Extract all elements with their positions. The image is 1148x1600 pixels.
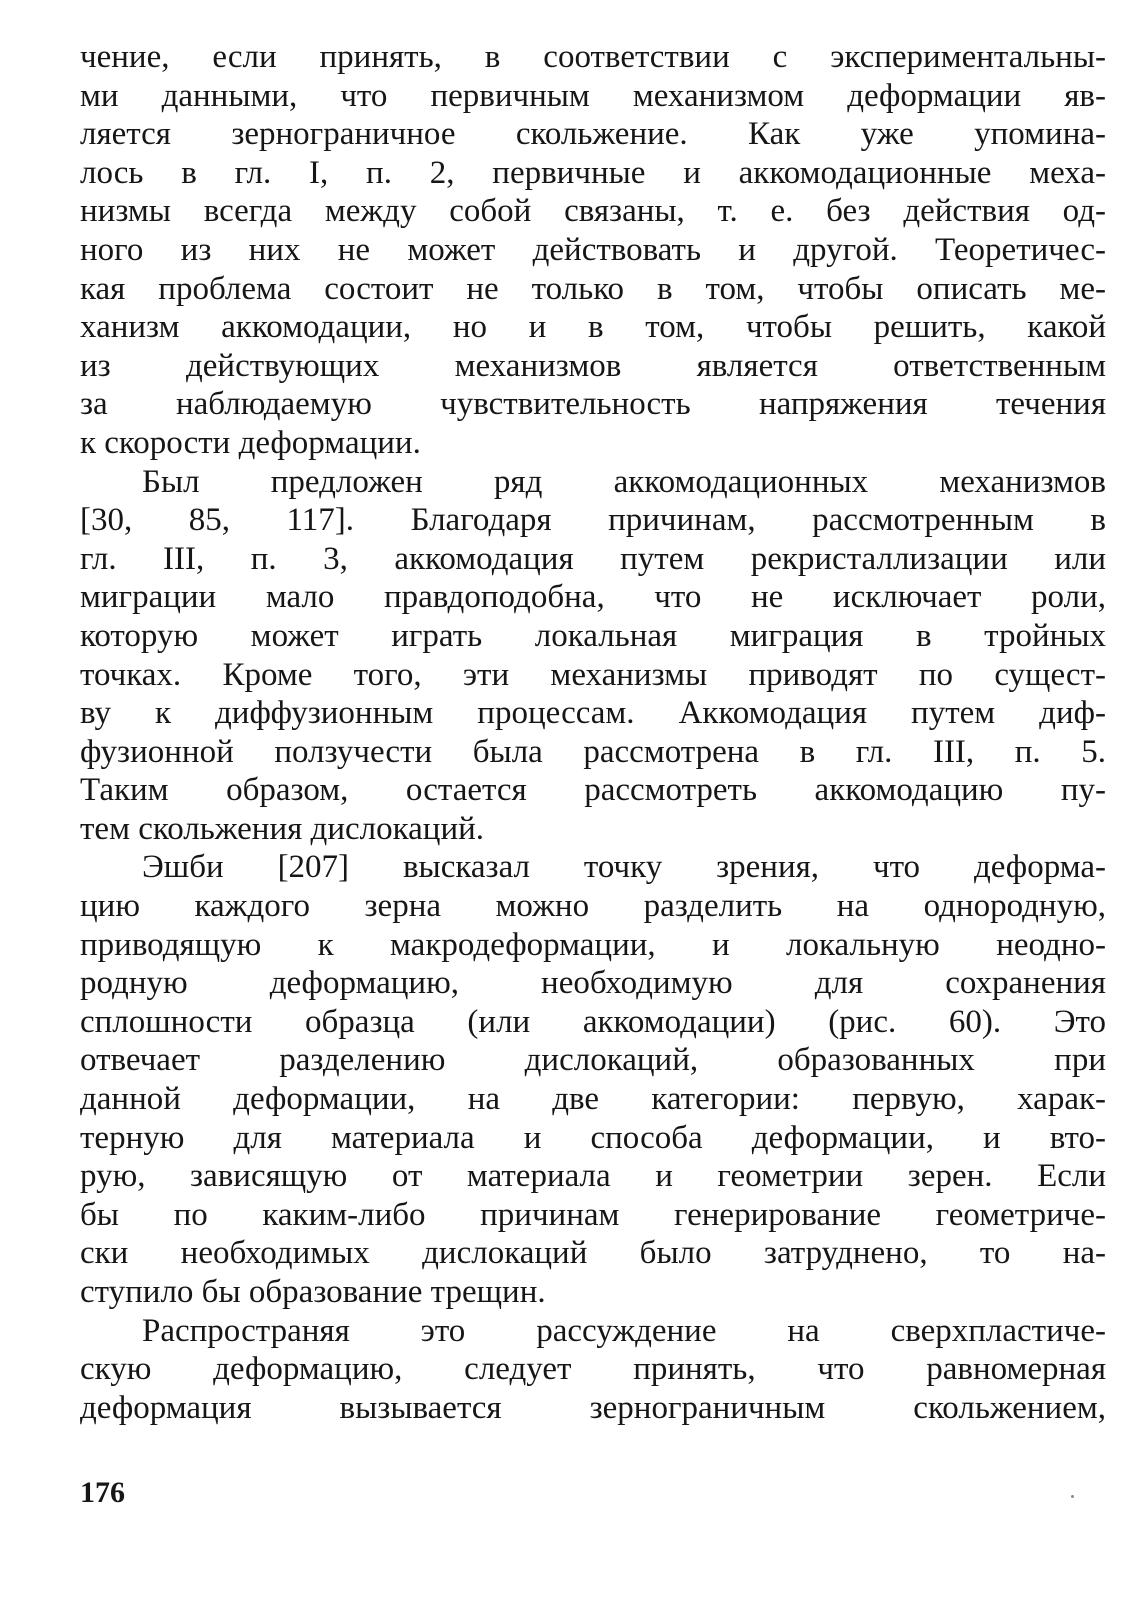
text-line: лось в гл. I, п. 2, первичные и аккомодационные меха- (80, 154, 1106, 191)
text-line: деформация вызывается зернограничным скольжением, (80, 1389, 1106, 1426)
text-line: отвечает разделению дислокаций, образованных при (80, 1042, 1106, 1079)
text-line: ного из них не может действовать и другой. Теоретичес- (80, 231, 1106, 268)
body-text (80, 38, 1106, 1427)
text-line: бы по каким-либо причинам генерирование геометриче- (80, 1196, 1106, 1233)
text-line: из действующих механизмов является ответственным (80, 347, 1106, 384)
text-line: ханизм аккомодации, но и в том, чтобы решить, какой (80, 309, 1106, 346)
text-line: рую, зависящую от материала и геометрии зерен. Если (80, 1158, 1106, 1195)
text-line: ми данными, что первичным механизмом деформации яв- (80, 77, 1106, 114)
text-line: Был предложен ряд аккомодационных механизмов (142, 463, 1106, 500)
text-line: кая проблема состоит не только в том, чтобы описать ме- (80, 270, 1106, 307)
text-line: ляется зернограничное скольжение. Как уже упомина- (80, 116, 1106, 153)
text-line: [30, 85, 117]. Благодаря причинам, рассмотренным в (80, 502, 1106, 539)
text-line: тем скольжения дислокаций. (80, 810, 485, 847)
text-line: родную деформацию, необходимую для сохранения (80, 965, 1106, 1002)
text-line: миграции мало правдоподобна, что не исключает роли, (80, 579, 1106, 616)
text-line: скую деформацию, следует принять, что равномерная (80, 1351, 1106, 1388)
text-line: низмы всегда между собой связаны, т. е. без действия од- (80, 193, 1106, 230)
text-line: приводящую к макродеформации, и локальную неодно- (80, 926, 1106, 963)
text-line: ступило бы образование трещин. (80, 1274, 546, 1310)
text-line: к скорости деформации. (80, 424, 421, 461)
text-line: сплошности образца (или аккомодации) (рис. 60). Это (80, 1003, 1106, 1040)
text-line: Таким образом, остается рассмотреть аккомодацию пу- (80, 772, 1106, 809)
text-line: ву к диффузионным процессам. Аккомодация путем диф- (80, 695, 1106, 732)
text-line: которую может играть локальная миграция в тройных (80, 617, 1106, 654)
text-line: точках. Кроме того, эти механизмы приводят по сущест- (80, 656, 1106, 693)
text-line: чение, если принять, в соответствии с экспериментальны- (80, 39, 1106, 75)
text-line: ски необходимых дислокаций было затруднено, то на- (80, 1235, 1106, 1272)
text-line: терную для материала и способа деформации, и вто- (80, 1119, 1106, 1156)
page-number: 176 (80, 1476, 125, 1509)
text-line: данной деформации, на две категории: первую, харак- (80, 1081, 1106, 1118)
text-line: за наблюдаемую чувствительность напряжения течения (80, 386, 1106, 423)
text-line: гл. III, п. 3, аккомодация путем рекристаллизации или (80, 540, 1106, 577)
scan-speck (1071, 1495, 1074, 1498)
text-line: Распространяя это рассуждение на сверхпластиче- (142, 1312, 1106, 1349)
text-line: фузионной ползучести была рассмотрена в гл. III, п. 5. (80, 733, 1106, 770)
text-line: цию каждого зерна можно разделить на однородную, (80, 888, 1106, 925)
text-line: Эшби [207] высказал точку зрения, что деформа- (142, 849, 1106, 886)
